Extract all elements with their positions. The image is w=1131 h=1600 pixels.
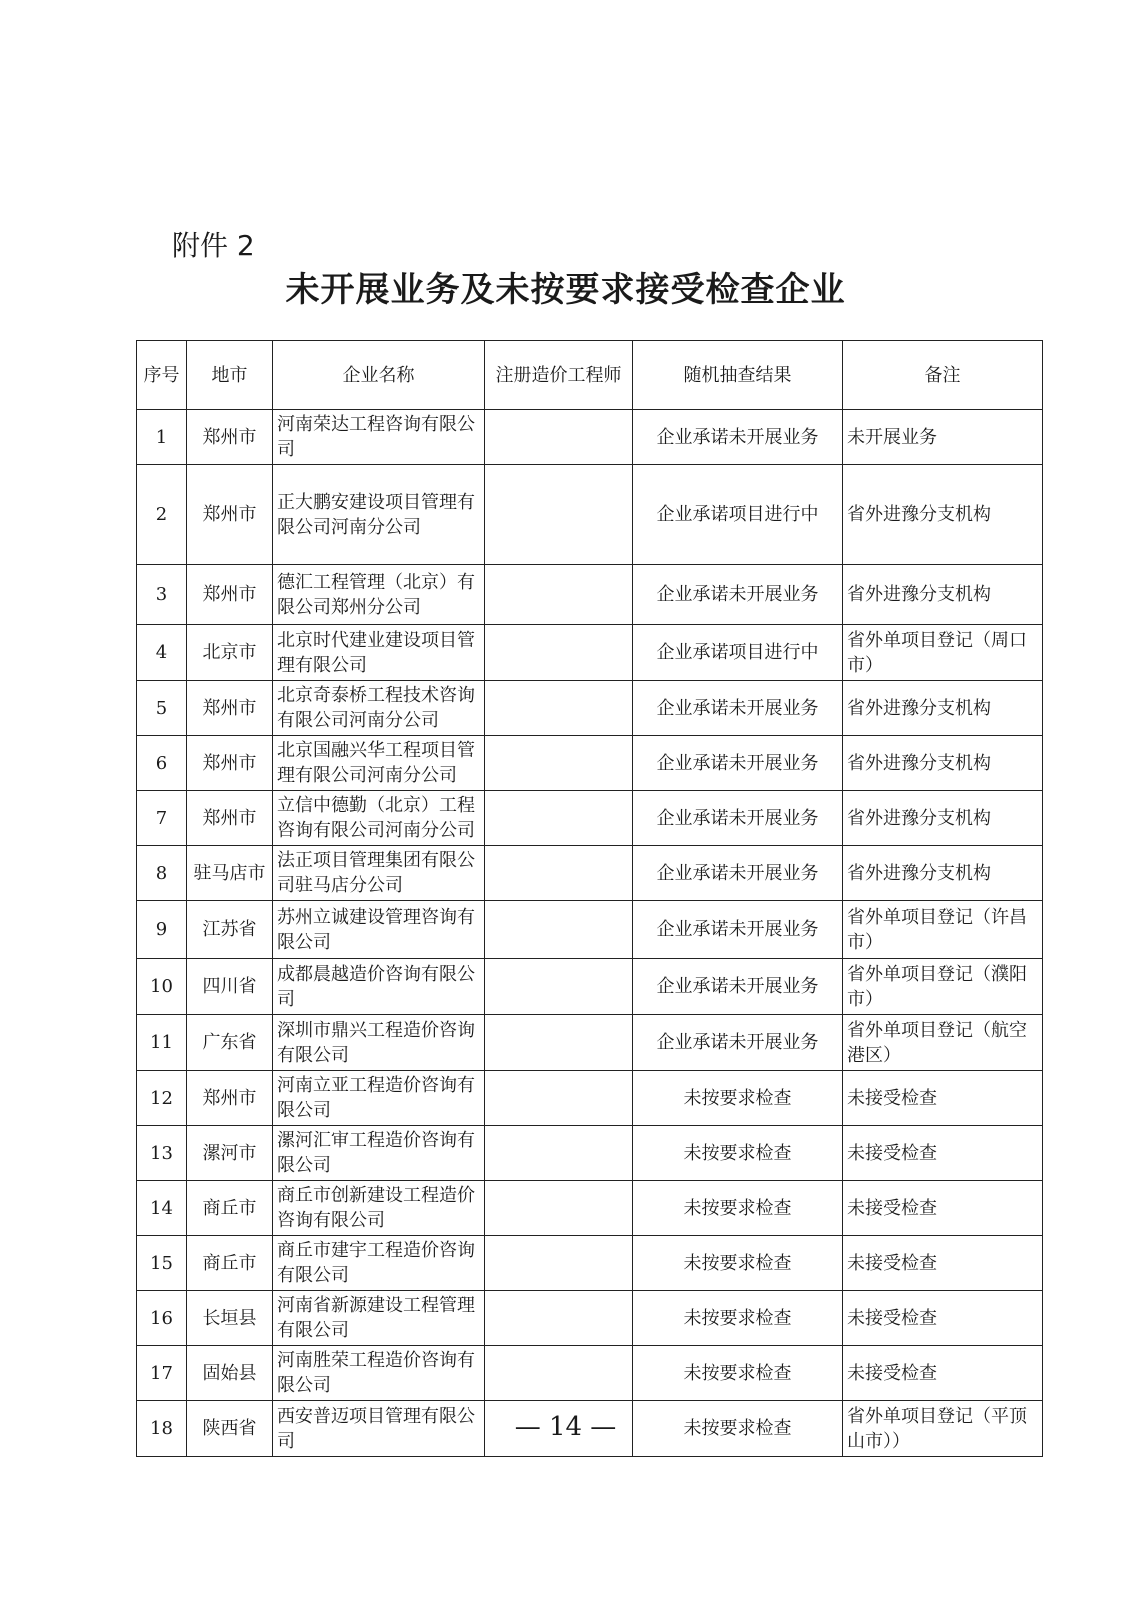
row-city: 郑州市 (187, 1071, 273, 1126)
row-city: 郑州市 (187, 791, 273, 846)
row-registered-engineer (485, 1346, 633, 1401)
row-check-result: 未按要求检查 (633, 1181, 843, 1236)
row-remark: 未接受检查 (843, 1236, 1043, 1291)
row-registered-engineer (485, 846, 633, 901)
table-body (137, 410, 1043, 1457)
header-remark: 备注 (843, 341, 1043, 410)
table-row (137, 1236, 1043, 1291)
row-number: 18 (137, 1401, 187, 1457)
header-check-result: 随机抽查结果 (633, 341, 843, 410)
table-row (137, 1071, 1043, 1126)
row-remark: 省外进豫分支机构 (843, 565, 1043, 625)
header-city: 地市 (187, 341, 273, 410)
row-number: 15 (137, 1236, 187, 1291)
row-check-result: 未按要求检查 (633, 1401, 843, 1457)
row-registered-engineer (485, 1236, 633, 1291)
table-row (137, 1015, 1043, 1071)
row-check-result: 企业承诺未开展业务 (633, 901, 843, 959)
header-no: 序号 (137, 341, 187, 410)
table-row (137, 846, 1043, 901)
table-row (137, 736, 1043, 791)
row-enterprise-name: 西安普迈项目管理有限公司 (273, 1401, 485, 1457)
table-header (137, 341, 1043, 410)
row-enterprise-name: 河南省新源建设工程管理有限公司 (273, 1291, 485, 1346)
row-number: 14 (137, 1181, 187, 1236)
row-registered-engineer (485, 625, 633, 681)
row-city: 固始县 (187, 1346, 273, 1401)
row-check-result: 企业承诺未开展业务 (633, 1015, 843, 1071)
row-city: 商丘市 (187, 1181, 273, 1236)
row-enterprise-name: 立信中德勤（北京）工程咨询有限公司河南分公司 (273, 791, 485, 846)
row-enterprise-name: 北京国融兴华工程项目管理有限公司河南分公司 (273, 736, 485, 791)
row-registered-engineer (485, 1071, 633, 1126)
row-remark: 未接受检查 (843, 1291, 1043, 1346)
row-city: 郑州市 (187, 681, 273, 736)
row-remark: 省外进豫分支机构 (843, 681, 1043, 736)
row-check-result: 未按要求检查 (633, 1236, 843, 1291)
row-check-result: 未按要求检查 (633, 1126, 843, 1181)
table-row (137, 565, 1043, 625)
row-enterprise-name: 苏州立诚建设管理咨询有限公司 (273, 901, 485, 959)
table-row (137, 791, 1043, 846)
row-remark: 省外单项目登记（周口市） (843, 625, 1043, 681)
row-city: 陕西省 (187, 1401, 273, 1457)
row-remark: 省外单项目登记（濮阳市） (843, 959, 1043, 1015)
row-registered-engineer (485, 1291, 633, 1346)
table-row (137, 1291, 1043, 1346)
row-enterprise-name: 深圳市鼎兴工程造价咨询有限公司 (273, 1015, 485, 1071)
row-number: 9 (137, 901, 187, 959)
row-city: 长垣县 (187, 1291, 273, 1346)
row-number: 8 (137, 846, 187, 901)
row-registered-engineer (485, 565, 633, 625)
row-enterprise-name: 商丘市建宇工程造价咨询有限公司 (273, 1236, 485, 1291)
table-row (137, 1346, 1043, 1401)
row-enterprise-name: 漯河汇审工程造价咨询有限公司 (273, 1126, 485, 1181)
row-number: 17 (137, 1346, 187, 1401)
table-row (137, 410, 1043, 465)
row-number: 3 (137, 565, 187, 625)
row-registered-engineer (485, 465, 633, 565)
row-number: 6 (137, 736, 187, 791)
row-number: 5 (137, 681, 187, 736)
table-row (137, 959, 1043, 1015)
row-remark: 省外单项目登记（平顶山市）） (843, 1401, 1043, 1457)
table-row (137, 625, 1043, 681)
row-number: 13 (137, 1126, 187, 1181)
row-enterprise-name: 北京时代建业建设项目管理有限公司 (273, 625, 485, 681)
row-number: 10 (137, 959, 187, 1015)
row-check-result: 企业承诺未开展业务 (633, 736, 843, 791)
row-remark: 未接受检查 (843, 1181, 1043, 1236)
row-number: 2 (137, 465, 187, 565)
row-city: 四川省 (187, 959, 273, 1015)
header-registered-engineer: 注册造价工程师 (485, 341, 633, 410)
row-city: 北京市 (187, 625, 273, 681)
row-city: 郑州市 (187, 565, 273, 625)
row-city: 郑州市 (187, 465, 273, 565)
row-check-result: 未按要求检查 (633, 1071, 843, 1126)
row-check-result: 企业承诺项目进行中 (633, 625, 843, 681)
row-city: 江苏省 (187, 901, 273, 959)
row-check-result: 企业承诺未开展业务 (633, 959, 843, 1015)
table-row (137, 1126, 1043, 1181)
row-registered-engineer (485, 1181, 633, 1236)
row-check-result: 未按要求检查 (633, 1346, 843, 1401)
row-number: 4 (137, 625, 187, 681)
row-registered-engineer (485, 901, 633, 959)
row-number: 12 (137, 1071, 187, 1126)
row-enterprise-name: 德汇工程管理（北京）有限公司郑州分公司 (273, 565, 485, 625)
row-enterprise-name: 商丘市创新建设工程造价咨询有限公司 (273, 1181, 485, 1236)
header-enterprise-name: 企业名称 (273, 341, 485, 410)
row-number: 1 (137, 410, 187, 465)
row-check-result: 企业承诺未开展业务 (633, 410, 843, 465)
row-enterprise-name: 成都晨越造价咨询有限公司 (273, 959, 485, 1015)
attachment-label: 附件 2 (172, 229, 255, 262)
row-check-result: 未按要求检查 (633, 1291, 843, 1346)
row-remark: 省外进豫分支机构 (843, 736, 1043, 791)
table-row (137, 901, 1043, 959)
row-remark: 省外进豫分支机构 (843, 791, 1043, 846)
row-check-result: 企业承诺项目进行中 (633, 465, 843, 565)
row-registered-engineer (485, 736, 633, 791)
row-registered-engineer (485, 410, 633, 465)
header-row (137, 341, 1043, 410)
row-remark: 未接受检查 (843, 1346, 1043, 1401)
row-remark: 未接受检查 (843, 1071, 1043, 1126)
row-remark: 未开展业务 (843, 410, 1043, 465)
row-city: 商丘市 (187, 1236, 273, 1291)
row-enterprise-name: 河南胜荣工程造价咨询有限公司 (273, 1346, 485, 1401)
row-number: 16 (137, 1291, 187, 1346)
page-number: — 14 — (514, 1412, 617, 1442)
row-check-result: 企业承诺未开展业务 (633, 846, 843, 901)
row-enterprise-name: 北京奇泰桥工程技术咨询有限公司河南分公司 (273, 681, 485, 736)
row-registered-engineer (485, 1126, 633, 1181)
row-city: 漯河市 (187, 1126, 273, 1181)
row-city: 驻马店市 (187, 846, 273, 901)
row-check-result: 企业承诺未开展业务 (633, 791, 843, 846)
row-enterprise-name: 法正项目管理集团有限公司驻马店分公司 (273, 846, 485, 901)
row-registered-engineer (485, 1015, 633, 1071)
table-row (137, 1181, 1043, 1236)
row-enterprise-name: 河南立亚工程造价咨询有限公司 (273, 1071, 485, 1126)
table-row (137, 465, 1043, 565)
row-registered-engineer (485, 681, 633, 736)
enterprise-table (136, 340, 1043, 1457)
row-number: 11 (137, 1015, 187, 1071)
row-number: 7 (137, 791, 187, 846)
row-check-result: 企业承诺未开展业务 (633, 681, 843, 736)
row-remark: 省外单项目登记（许昌市） (843, 901, 1043, 959)
table-row (137, 681, 1043, 736)
row-registered-engineer (485, 959, 633, 1015)
row-remark: 省外进豫分支机构 (843, 846, 1043, 901)
row-check-result: 企业承诺未开展业务 (633, 565, 843, 625)
row-city: 广东省 (187, 1015, 273, 1071)
row-city: 郑州市 (187, 410, 273, 465)
document-title: 未开展业务及未按要求接受检查企业 (285, 270, 846, 310)
row-remark: 未接受检查 (843, 1126, 1043, 1181)
row-remark: 省外单项目登记（航空港区） (843, 1015, 1043, 1071)
row-enterprise-name: 正大鹏安建设项目管理有限公司河南分公司 (273, 465, 485, 565)
row-remark: 省外进豫分支机构 (843, 465, 1043, 565)
row-registered-engineer (485, 791, 633, 846)
row-enterprise-name: 河南荣达工程咨询有限公司 (273, 410, 485, 465)
row-city: 郑州市 (187, 736, 273, 791)
